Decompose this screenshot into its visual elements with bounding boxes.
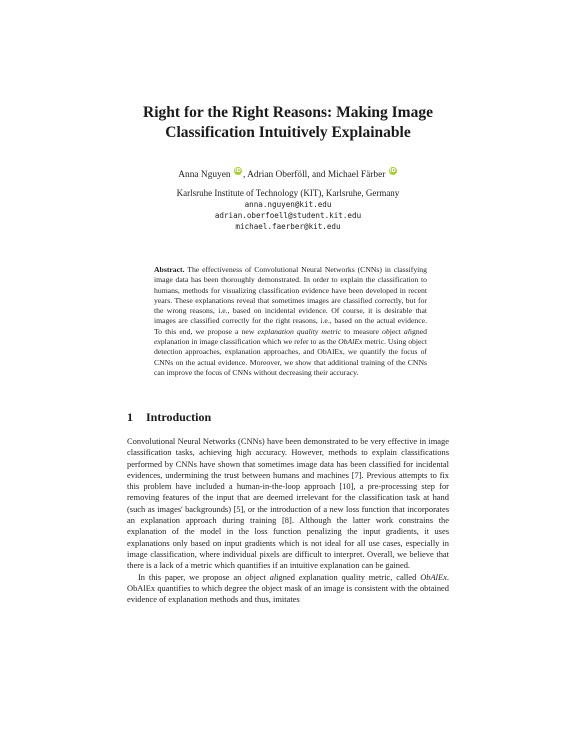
author-name: Anna Nguyen: [178, 170, 231, 180]
paragraph-text: igned: [276, 571, 299, 582]
abstract-emphasis: ob: [382, 326, 390, 336]
abstract-text: planation in image classification which we refer to as the: [160, 337, 339, 347]
orcid-icon[interactable]: iD: [389, 168, 396, 174]
paragraph-text: ject: [253, 571, 270, 582]
paragraph-emphasis: ob: [245, 571, 254, 582]
affiliation: Karlsruhe Institute of Technology (KIT), Karlsruhe, Germany: [176, 188, 400, 198]
intro-paragraph-2: [127, 572, 449, 606]
abstract-text: ject: [389, 326, 404, 336]
paragraph-emphasis: ObAlEx: [420, 571, 447, 582]
abstract: [154, 265, 427, 378]
paragraph-emphasis: al: [269, 571, 277, 582]
title-line-1: Right for the Right Reasons: Making Image: [143, 104, 433, 121]
abstract-emphasis: ex: [154, 337, 161, 347]
abstract-text: metric. Using object detection approaches, explanation approaches, and ObAlEx, we quantify the focus of CNNs on the actual evidence. Moreover, we show that additional training of the CNNs can improve the focus of CNNs without decreasing their accuracy.: [154, 337, 427, 377]
co-author-names: , Adrian Oberföll, and Michael Färber: [242, 170, 386, 180]
title-line-2: Classification Intuitively Explainable: [165, 124, 411, 141]
author-list: [60, 167, 516, 180]
email-address: anna.nguyen@kit.edu: [244, 200, 332, 209]
email-address: michael.faerber@kit.edu: [235, 222, 341, 231]
section-title: Introduction: [146, 410, 212, 424]
paragraph-emphasis: ex: [298, 571, 307, 582]
paper-title: [100, 103, 476, 143]
abstract-text: igned: [409, 326, 427, 336]
intro-paragraph-1: Convolutional Neural Networks (CNNs) have been demonstrated to be very effective in image classification tasks, achieving high accuracy. However, methods to explain classifications performed by CNNs have shown that sometimes image data has been classified for incidental evidences, undermining the trust between humans and machines [7]. Previous attempts to fix this problem have included a human-in-the-loop approach [10], a pre-processing step for removing features of the input that are deemed irrelevant for the classification task at hand (such as images' backgrounds) [5], or the introduction of a new loss function that incorporates an explanation approach during training [8]. Although the latter work constrains the explanation of the model in the loss function penalizing the input gradients, it uses explanations only based on input gradients which is not ideal for all use cases, especially in image classification, where individual pixels are difficult to interpret. Overall, we believe that there is a lack of a metric which quantifies if an intuitive explanation can be gained.: [127, 436, 449, 571]
paragraph-text: . ObAlEx quantifies to which degree the object mask of an image is consistent with the obtained evidence of explanation methods and thus, imitates: [127, 571, 450, 605]
abstract-emphasis: al: [403, 326, 410, 336]
abstract-emphasis: explanation quality metric: [257, 326, 342, 336]
section-number: 1: [127, 410, 133, 424]
abstract-text: to measure: [341, 326, 383, 336]
introduction-body: [127, 436, 449, 605]
paragraph-text: planation quality metric, called: [306, 571, 421, 582]
abstract-label: Abstract.: [154, 265, 185, 274]
abstract-text: The effectiveness of Convolutional Neural Networks (CNNs) in classifying image data has been thoroughly demonstrated. In order to explain the classification to humans, methods for visualizing classification evidence have been developed in recent years. These explanations reveal that sometimes images are classified correctly, but for the wrong reasons, i.e., based on incidental evidence. Of course, it is desirable that images are classified correctly for the right reasons, i.e., based on the actual evidence. To this end, we propose a new: [154, 265, 427, 336]
email-list: [60, 199, 516, 232]
section-heading: [127, 410, 211, 425]
abstract-emphasis: ObAlEx: [338, 337, 363, 347]
email-address: adrian.oberfoell@student.kit.edu: [214, 211, 362, 220]
orcid-icon[interactable]: iD: [235, 168, 241, 174]
paragraph-text: In this paper, we propose an: [138, 571, 246, 582]
